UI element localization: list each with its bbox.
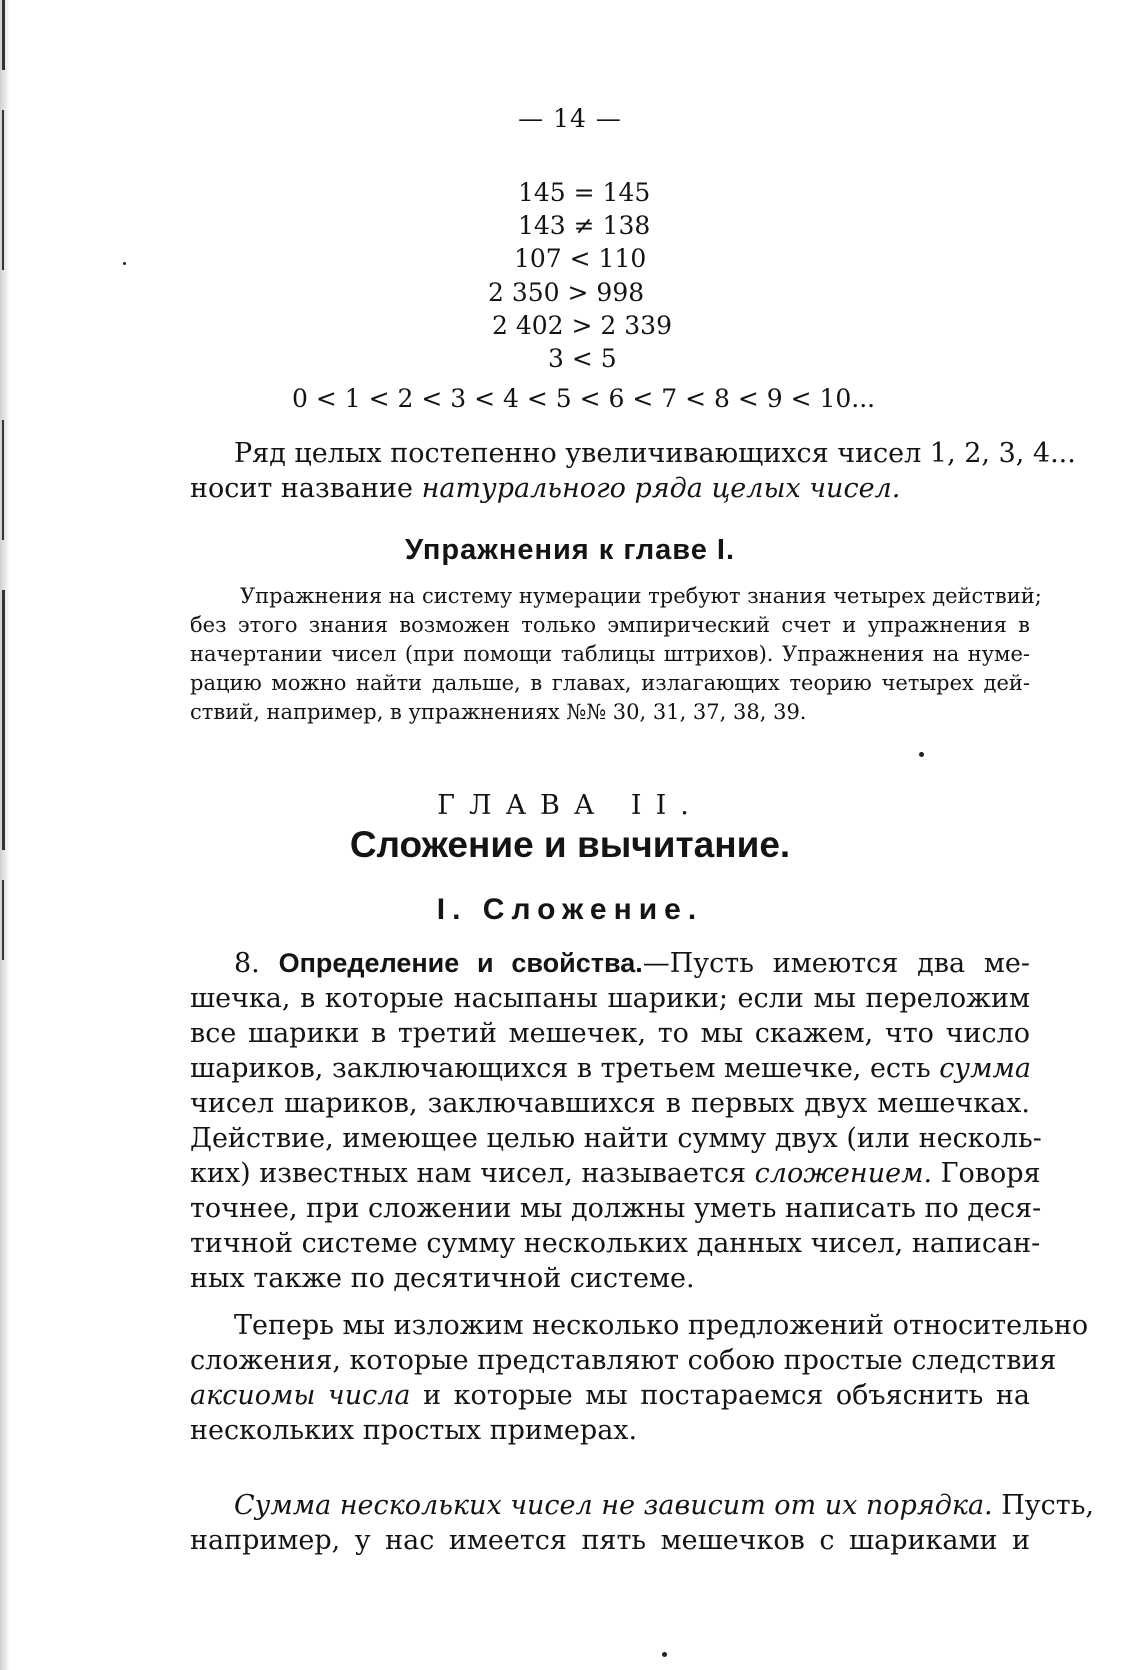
text-line <box>190 1051 1030 1086</box>
text-run: Говоря <box>932 1158 1041 1189</box>
text-line <box>190 1488 1094 1523</box>
text-line: Упражнения на систему нумерации требуют знания четырех действий; <box>240 584 1042 608</box>
ink-speck <box>919 752 924 757</box>
equation-line: 143 ≠ 138 <box>518 211 651 240</box>
section-heading: Определение и свойства. <box>278 948 643 978</box>
text-line: Теперь мы изложим несколько предложений относительно <box>234 1310 1089 1341</box>
text-line: ствий, например, в упражнениях №№ 30, 31, 37, 38, 39. <box>190 700 807 724</box>
text-line: начертании чисел (при помощи таблицы штрихов). Упражнения на нуме- <box>190 642 1030 666</box>
second-paragraph <box>190 1308 1089 1448</box>
text-line: без этого знания возможен только эмпирический счет и упражнения в <box>190 613 1030 637</box>
edge-mark <box>2 110 4 270</box>
equation-line: 0 < 1 < 2 < 3 < 4 < 5 < 6 < 7 < 8 < 9 < 10... <box>292 384 876 413</box>
text-run: носит название <box>190 473 422 504</box>
italic-term: натурального ряда целых чисел. <box>421 473 901 504</box>
text-line: шечка, в которые насыпаны шарики; если мы переложим <box>190 983 1030 1014</box>
text-line: например, у нас имеется пять мешечков с шариками и <box>190 1525 1030 1556</box>
text-line <box>190 471 1030 506</box>
page-number: — 14 — <box>518 104 622 133</box>
ink-speck <box>662 1652 667 1657</box>
text-line <box>190 1378 1030 1413</box>
text-line: все шарики в третий мешечек, то мы скажем, что число <box>190 1018 1030 1049</box>
exercises-text <box>190 582 1042 727</box>
text-run: и которые мы постараемся объяснить на <box>410 1380 1030 1411</box>
section-number: 8. <box>234 948 260 979</box>
section-8-paragraph <box>190 946 1042 1296</box>
text-line: сложения, которые представляют собою простые следствия <box>190 1345 1057 1376</box>
exercises-heading: Упражнения к главе I. <box>404 534 736 566</box>
italic-term: сложением. <box>754 1158 933 1189</box>
text-line: Ряд целых постепенно увеличивающихся чисел 1, 2, 3, 4... <box>234 438 1076 469</box>
ink-speck <box>123 262 126 265</box>
text-line: нескольких простых примерах. <box>190 1415 638 1446</box>
natural-series-paragraph <box>190 436 1076 506</box>
text-line: тичной системе сумму нескольких данных чисел, написан- <box>190 1228 1041 1259</box>
italic-term: сумма <box>939 1053 1031 1084</box>
text-run: ких) известных нам чисел, называется <box>190 1158 755 1189</box>
equation-line: 2 350 > 998 <box>488 278 645 307</box>
text-line <box>190 1156 1041 1191</box>
text-line <box>190 946 1030 981</box>
chapter-title: Сложение и вычитание. <box>349 824 791 865</box>
section-title: I. Сложение. <box>436 893 704 926</box>
text-line: Действие, имеющее целью найти сумму двух (или несколь- <box>190 1123 1042 1154</box>
text-run: Пусть, <box>992 1490 1094 1521</box>
text-line: ных также по десятичной системе. <box>190 1263 695 1294</box>
italic-term: аксиомы числа <box>190 1380 411 1411</box>
equation-line: 145 = 145 <box>518 178 651 207</box>
third-paragraph <box>190 1488 1094 1558</box>
edge-mark <box>2 0 5 70</box>
text-line: точнее, при сложении мы должны уметь написать по деся- <box>190 1193 1042 1224</box>
text-run: —Пусть имеются два ме- <box>642 948 1030 979</box>
edge-mark <box>2 420 4 540</box>
italic-term: Сумма нескольких чисел не зависит от их порядка. <box>234 1490 993 1521</box>
text-line: чисел шариков, заключавшихся в первых двух мешечках. <box>190 1088 1030 1119</box>
text-run: шариков, заключающихся в третьем мешечке, есть <box>190 1053 940 1084</box>
equation-line: 3 < 5 <box>548 344 617 373</box>
chapter-label: ГЛАВА II. <box>437 790 703 821</box>
equation-line: 2 402 > 2 339 <box>492 311 672 340</box>
text-line: рацию можно найти дальше, в главах, излагающих теорию четырех дей- <box>190 671 1030 695</box>
equation-line: 107 < 110 <box>514 244 647 273</box>
